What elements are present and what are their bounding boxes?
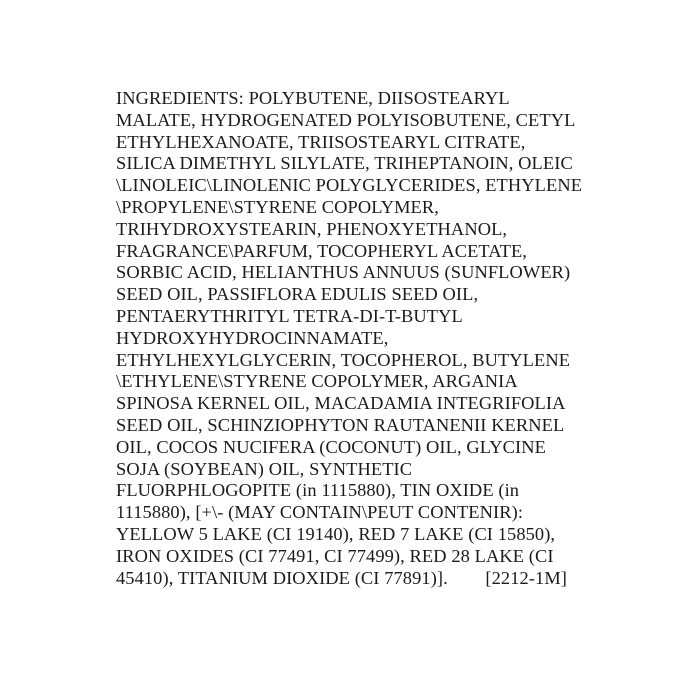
ingredients-line: HYDROXYHYDROCINNAMATE, xyxy=(116,327,389,348)
ingredients-label xyxy=(116,88,583,589)
ingredients-line: OIL, COCOS NUCIFERA (COCONUT) OIL, GLYCINE xyxy=(116,436,546,457)
ingredients-line: 1115880), [+\- (MAY CONTAIN\PEUT CONTENIR): xyxy=(116,502,524,523)
ingredients-line: MALATE, HYDROGENATED POLYISOBUTENE, CETYL xyxy=(116,109,576,130)
ingredients-line: SILICA DIMETHYL SILYLATE, TRIHEPTANOIN, OLEIC xyxy=(116,153,573,174)
ingredients-line: SORBIC ACID, HELIANTHUS ANNUUS (SUNFLOWER) xyxy=(116,262,571,283)
ingredients-line: FLUORPHLOGOPITE (in 1115880), TIN OXIDE (in xyxy=(116,480,520,501)
ingredients-line: IRON OXIDES (CI 77491, CI 77499), RED 28 LAKE (CI xyxy=(116,545,554,566)
ingredients-line: ETHYLHEXANOATE, TRIISOSTEARYL CITRATE, xyxy=(116,131,526,152)
ingredients-line: TRIHYDROXYSTEARIN, PHENOXYETHANOL, xyxy=(116,218,508,239)
ingredients-line: PENTAERYTHRITYL TETRA-DI-T-BUTYL xyxy=(116,305,463,326)
ingredients-line: SPINOSA KERNEL OIL, MACADAMIA INTEGRIFOLIA xyxy=(116,393,566,414)
ingredients-line: \PROPYLENE\STYRENE COPOLYMER, xyxy=(116,196,439,217)
ingredients-line: ETHYLHEXYLGLYCERIN, TOCOPHEROL, BUTYLENE xyxy=(116,349,571,370)
ingredients-line: FRAGRANCE\PARFUM, TOCOPHERYL ACETATE, xyxy=(116,240,527,261)
ingredients-line: YELLOW 5 LAKE (CI 19140), RED 7 LAKE (CI 15850), xyxy=(116,523,556,544)
ingredients-line: \LINOLEIC\LINOLENIC POLYGLYCERIDES, ETHYLENE xyxy=(116,175,583,196)
ingredients-line: INGREDIENTS: POLYBUTENE, DIISOSTEARYL xyxy=(116,88,510,108)
ingredients-line: SEED OIL, PASSIFLORA EDULIS SEED OIL, xyxy=(116,284,479,305)
batch-code: [2212-1M] xyxy=(485,567,567,588)
ingredients-last-line xyxy=(116,568,567,590)
ingredients-line-end: 45410), TITANIUM DIOXIDE (CI 77891)]. xyxy=(116,567,448,588)
ingredients-line: \ETHYLENE\STYRENE COPOLYMER, ARGANIA xyxy=(116,371,518,392)
ingredients-line: SOJA (SOYBEAN) OIL, SYNTHETIC xyxy=(116,458,413,479)
ingredients-line: SEED OIL, SCHINZIOPHYTON RAUTANENII KERNEL xyxy=(116,414,565,435)
